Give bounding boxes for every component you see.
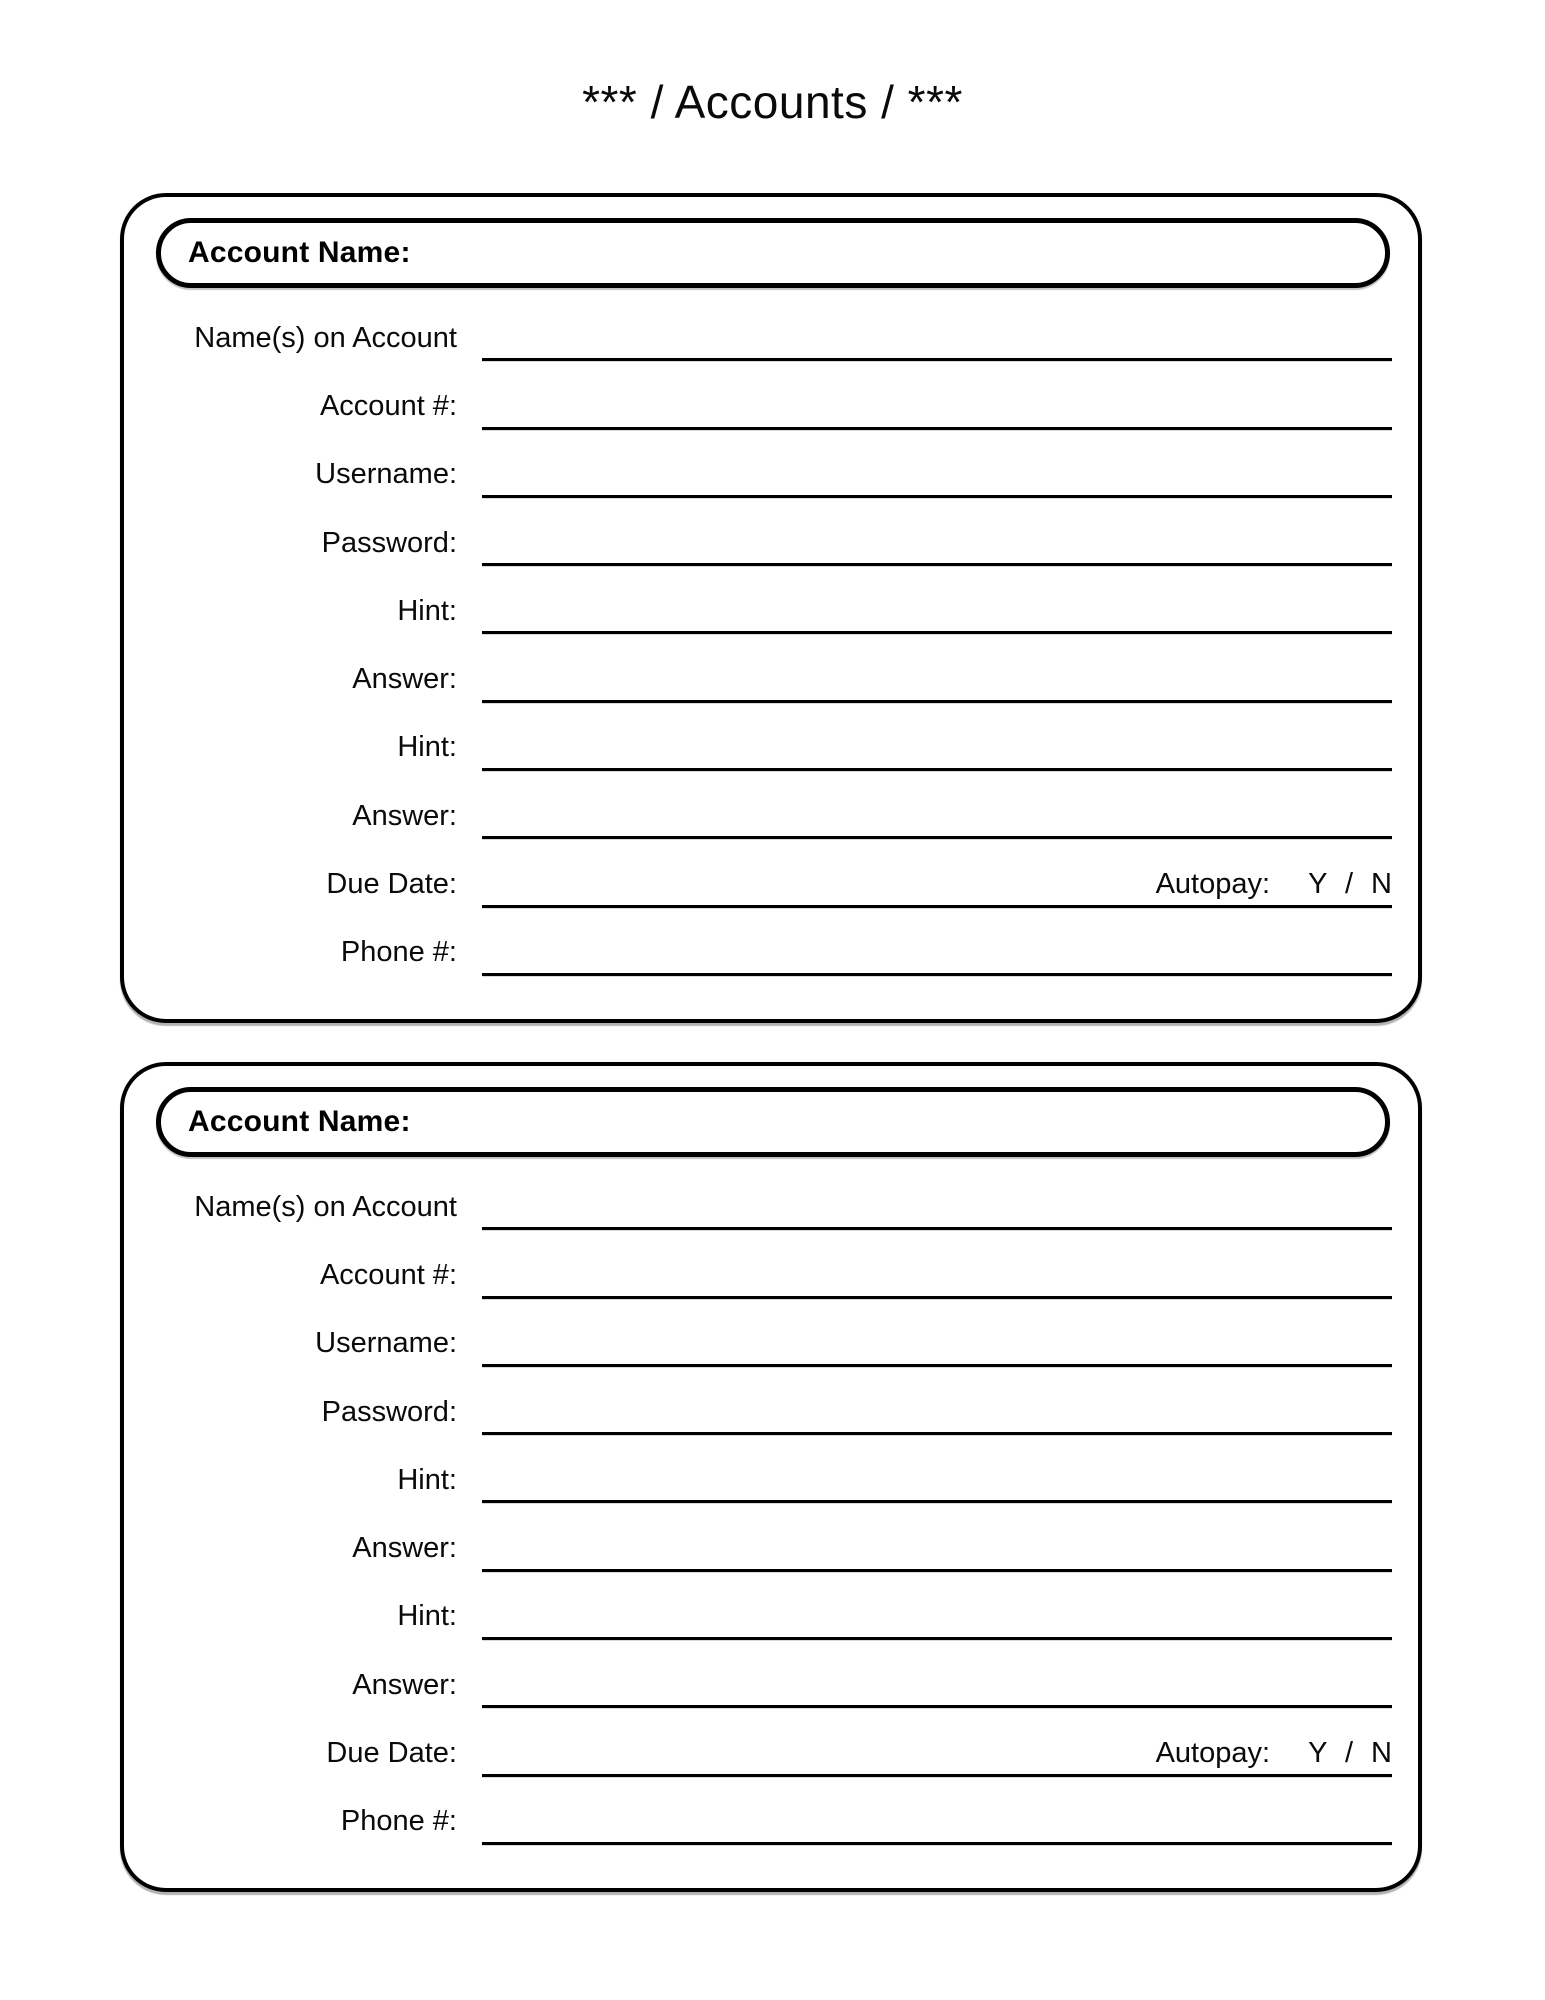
row-due-date [124, 1719, 1418, 1787]
fill-in-line[interactable] [482, 768, 1392, 771]
row-phone-number [124, 919, 1418, 987]
fill-in-line[interactable] [482, 1227, 1392, 1230]
row-account-number [124, 372, 1418, 440]
row-answer-1 [124, 1514, 1418, 1582]
row-username [124, 1310, 1418, 1378]
field-label: Hint: [397, 731, 457, 764]
account-name-blank-field[interactable] [411, 223, 1385, 283]
row-password [124, 509, 1418, 577]
row-username [124, 441, 1418, 509]
row-answer-2 [124, 1651, 1418, 1719]
row-account-number [124, 1241, 1418, 1309]
fill-in-line[interactable] [482, 1569, 1392, 1572]
fill-in-line[interactable] [482, 1500, 1392, 1503]
fill-in-line[interactable] [482, 563, 1392, 566]
field-label: Name(s) on Account [194, 1190, 457, 1223]
account-section-2 [120, 1062, 1422, 1892]
fill-in-line[interactable] [482, 1296, 1392, 1299]
fill-in-line[interactable] [482, 1364, 1392, 1367]
field-label: Answer: [352, 799, 457, 832]
field-label: Answer: [352, 663, 457, 696]
autopay-group [1156, 850, 1392, 918]
field-label: Hint: [397, 1463, 457, 1496]
row-phone-number [124, 1788, 1418, 1856]
autopay-label: Autopay: [1155, 868, 1271, 901]
account-name-label: Account Name: [188, 1105, 411, 1138]
fill-in-line[interactable] [482, 973, 1392, 976]
field-label: Hint: [397, 594, 457, 627]
fill-in-line[interactable] [482, 1705, 1392, 1708]
row-hint-1 [124, 577, 1418, 645]
fill-in-line[interactable] [482, 700, 1392, 703]
field-label: Due Date: [326, 1737, 457, 1770]
fill-in-line[interactable] [482, 358, 1392, 361]
field-label: Password: [321, 1395, 457, 1428]
row-answer-2 [124, 782, 1418, 850]
account-section-1 [120, 193, 1422, 1023]
field-label: Hint: [397, 1600, 457, 1633]
row-due-date [124, 850, 1418, 918]
field-label: Phone #: [340, 1805, 457, 1838]
field-label: Phone #: [340, 936, 457, 969]
row-password [124, 1378, 1418, 1446]
field-label: Account #: [319, 389, 457, 422]
field-rows [124, 304, 1418, 987]
account-name-header [156, 218, 1390, 288]
field-label: Account #: [319, 1258, 457, 1291]
fill-in-line[interactable] [482, 631, 1392, 634]
fill-in-line[interactable] [482, 836, 1392, 839]
field-label: Name(s) on Account [194, 321, 457, 354]
row-names-on-account [124, 1173, 1418, 1241]
field-rows [124, 1173, 1418, 1856]
fill-in-line[interactable] [482, 1842, 1392, 1845]
autopay-yn-choices[interactable]: Y / N [1308, 868, 1392, 901]
row-names-on-account [124, 304, 1418, 372]
field-label: Username: [315, 458, 457, 491]
row-hint-2 [124, 1583, 1418, 1651]
page-title: *** / Accounts / *** [582, 76, 963, 128]
account-name-header [156, 1087, 1390, 1157]
account-name-blank-field[interactable] [411, 1092, 1385, 1152]
fill-in-line[interactable] [482, 427, 1392, 430]
autopay-yn-choices[interactable]: Y / N [1308, 1737, 1392, 1770]
field-label: Password: [321, 526, 457, 559]
account-name-label: Account Name: [188, 236, 411, 269]
autopay-label: Autopay: [1155, 1737, 1271, 1770]
fill-in-line[interactable] [482, 495, 1392, 498]
fill-in-line[interactable] [482, 1432, 1392, 1435]
row-hint-2 [124, 714, 1418, 782]
row-hint-1 [124, 1446, 1418, 1514]
field-label: Answer: [352, 1668, 457, 1701]
row-answer-1 [124, 645, 1418, 713]
autopay-group [1156, 1719, 1392, 1787]
field-label: Due Date: [326, 868, 457, 901]
field-label: Answer: [352, 1532, 457, 1565]
fill-in-line[interactable] [482, 1637, 1392, 1640]
field-label: Username: [315, 1327, 457, 1360]
